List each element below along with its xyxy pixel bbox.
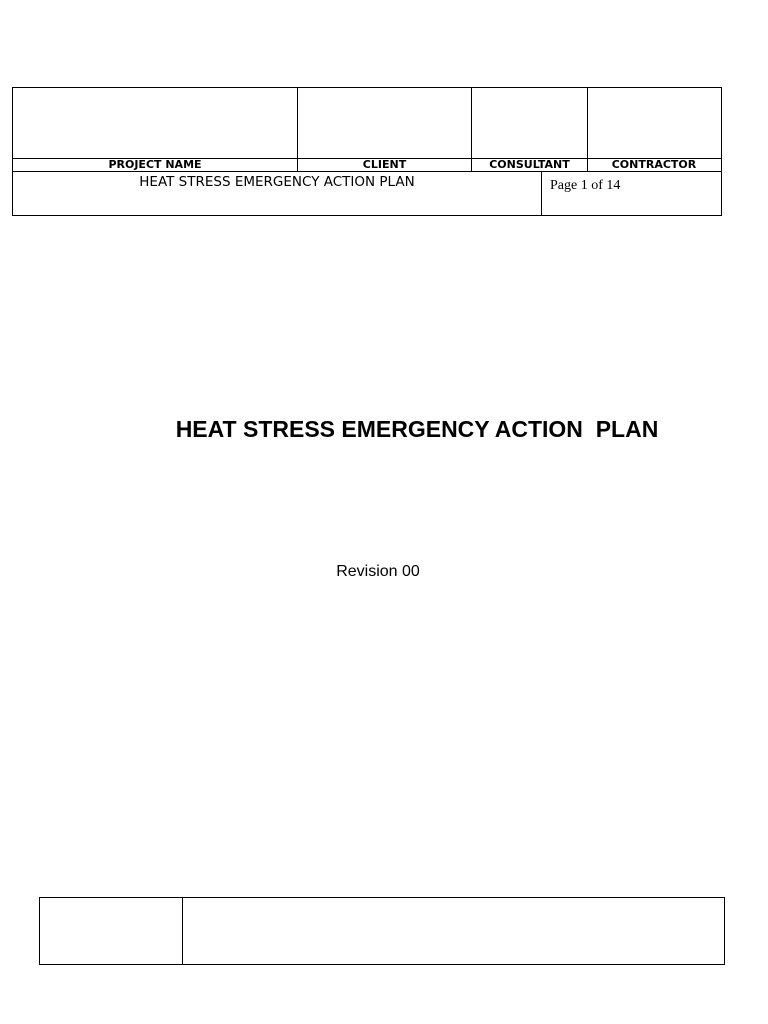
project-name-label: PROJECT NAME: [13, 159, 298, 171]
header-label-row: [13, 158, 721, 172]
project-logo-cell: [13, 88, 298, 158]
header-document-title: HEAT STRESS EMERGENCY ACTION PLAN: [13, 172, 542, 215]
contractor-label: CONTRACTOR: [611, 159, 697, 171]
document-title: HEAT STRESS EMERGENCY ACTION PLAN: [175, 416, 659, 442]
consultant-label: CONSULTANT: [472, 159, 588, 171]
client-label: CLIENT: [298, 159, 472, 171]
footer-right-cell: [183, 898, 724, 964]
revision-label: Revision 00: [336, 563, 420, 580]
contractor-logo-cell: [588, 88, 720, 158]
consultant-logo-cell: [472, 88, 588, 158]
header-title-row: [13, 172, 721, 215]
client-logo-cell: [298, 88, 472, 158]
document-footer-table: [39, 897, 725, 965]
page-indicator: Page 1 of 14: [550, 178, 621, 193]
document-header-table: [12, 87, 722, 216]
footer-left-cell: [40, 898, 183, 964]
